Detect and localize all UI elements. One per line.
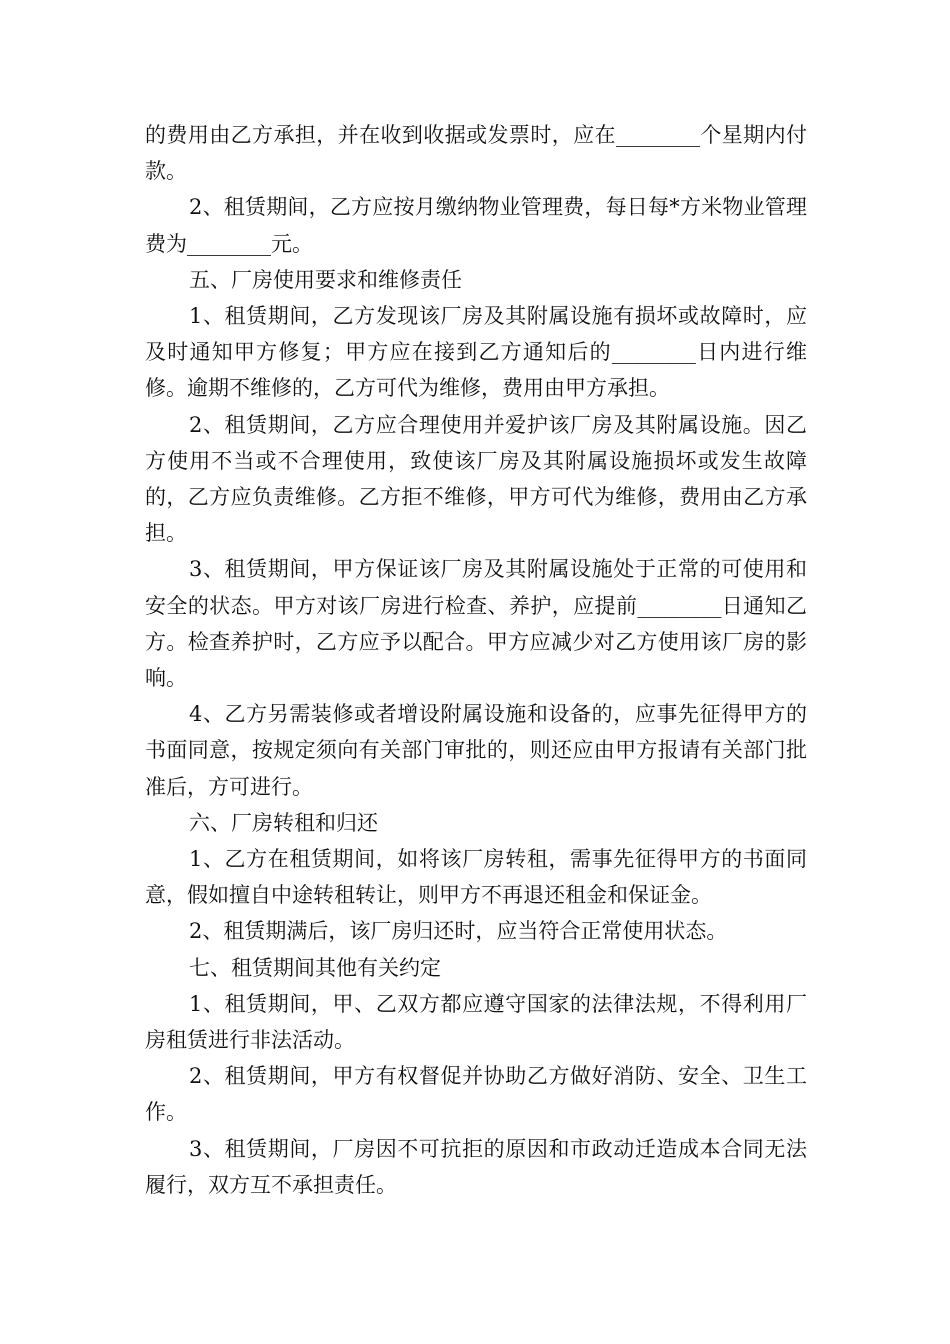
section-heading-usage-repair: 五、厂房使用要求和维修责任: [189, 267, 462, 292]
paragraph-repair-notice: 1、租赁期间，乙方发现该厂房及其附属设施有损坏或故障时，应及时通知甲方修复；甲方应在接到乙方通知后的________日内进行维修。逾期不维修的，乙方可代为维修，费用由甲方承担。: [145, 304, 807, 401]
paragraph-sublet: 1、乙方在租赁期间，如将该厂房转租，需事先征得甲方的书面同意，假如擅自中途转租转让，则甲方不再退还租金和保证金。: [145, 847, 807, 908]
paragraph-renovation: 4、乙方另需装修或者增设附属设施和设备的，应事先征得甲方的书面同意，按规定须向有关部门审批的，则还应由甲方报请有关部门批准后，方可进行。: [145, 702, 807, 799]
paragraph-legal-compliance: 1、租赁期间，甲、乙双方都应遵守国家的法律法规，不得利用厂房租赁进行非法活动。: [145, 991, 807, 1053]
paragraph-tenant-care: 2、租赁期间，乙方应合理使用并爱护该厂房及其附属设施。因乙方使用不当或不合理使用，致使该厂房及其附属设施损坏或发生故障的，乙方应负责维修。乙方拒不维修，甲方可代为维修，费用由乙方承担。: [145, 412, 807, 546]
paragraph-property-fee: 2、租赁期间，乙方应按月缴纳物业管理费，每日每*方米物业管理费为________元。: [145, 195, 807, 256]
paragraph-force-majeure: 3、租赁期间，厂房因不可抗拒的原因和市政动迁造成本合同无法履行，双方互不承担责任。: [145, 1136, 807, 1197]
paragraph-safety-supervision: 2、租赁期间，甲方有权督促并协助乙方做好消防、安全、卫生工作。: [145, 1064, 807, 1125]
section-heading-sublet-return: 六、厂房转租和归还: [189, 810, 378, 835]
paragraph-return: 2、租赁期满后，该厂房归还时，应当符合正常使用状态。: [189, 919, 728, 944]
paragraph-payment-terms: 的费用由乙方承担，并在收到收据或发票时，应在________个星期内付款。: [145, 123, 807, 184]
paragraph-landlord-maintenance: 3、租赁期间，甲方保证该厂房及其附属设施处于正常的可使用和安全的状态。甲方对该厂房进行检查、养护，应提前________日通知乙方。检查养护时，乙方应予以配合。甲方应减少对乙方使用该厂房的影响。: [145, 557, 807, 691]
section-heading-other-terms: 七、租赁期间其他有关约定: [189, 955, 441, 980]
document-page: [145, 117, 807, 1203]
